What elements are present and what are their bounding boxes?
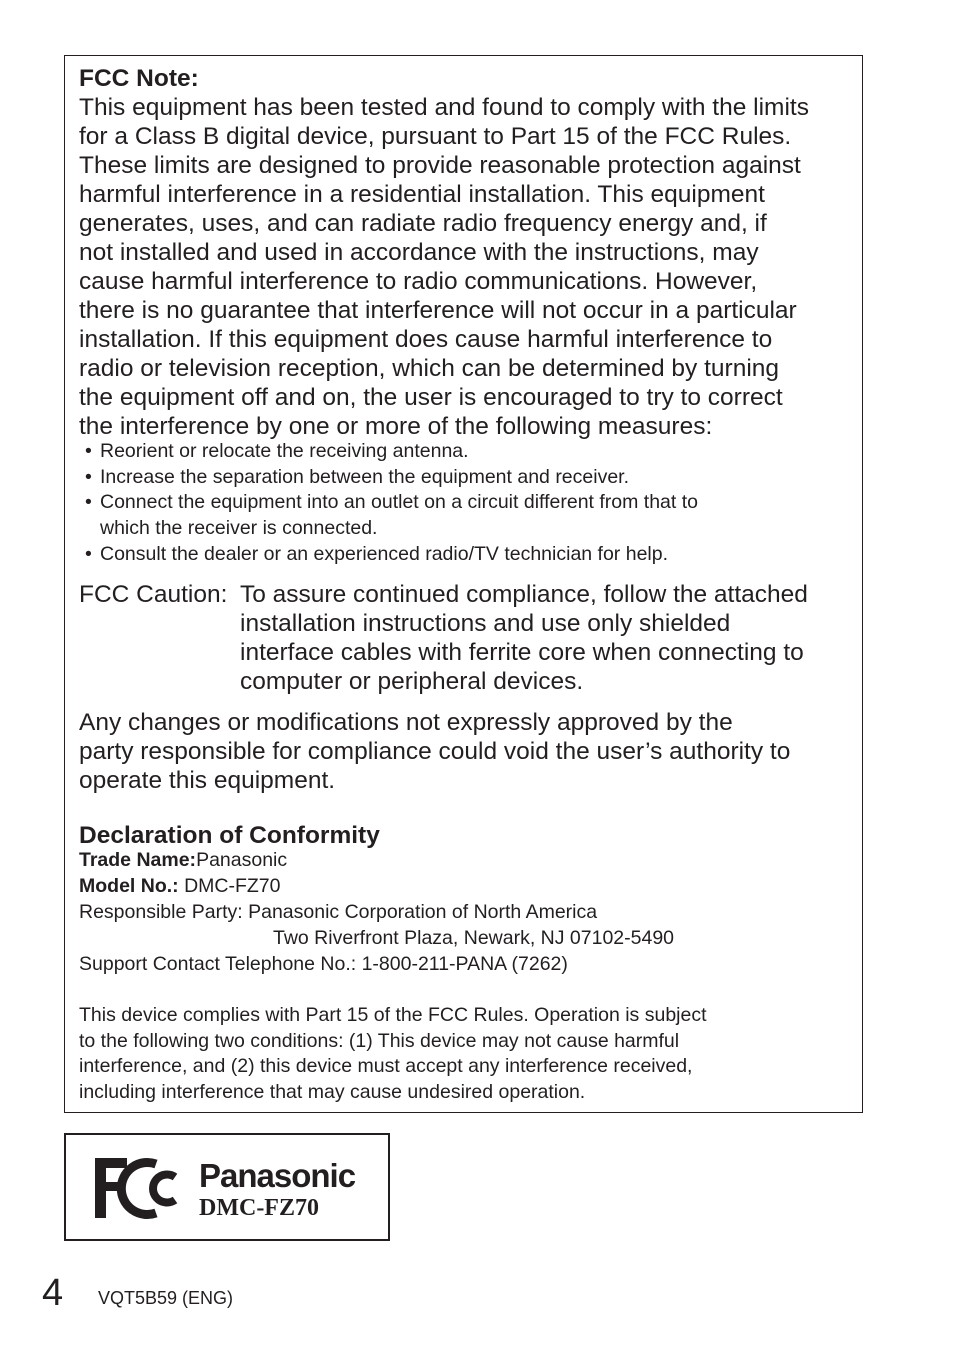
fcc-caution-line: installation instructions and use only shielded bbox=[240, 610, 731, 637]
compliance-line: to the following two conditions: (1) This device may not cause harmful bbox=[79, 1029, 680, 1052]
measure-text: Connect the equipment into an outlet on a circuit different from that to bbox=[100, 491, 698, 514]
model-value: DMC-FZ70 bbox=[184, 875, 281, 897]
fcc-note-line: This equipment has been tested and found to comply with the limits bbox=[79, 94, 809, 121]
list-item bbox=[85, 542, 845, 568]
fcc-note-body bbox=[79, 93, 809, 441]
model-label: Model No.: bbox=[79, 875, 179, 897]
fcc-caution-line: interface cables with ferrite core when connecting to bbox=[240, 639, 804, 666]
page-number: 4 bbox=[42, 1272, 64, 1314]
fcc-caution-line: To assure continued compliance, follow the attached bbox=[240, 581, 808, 608]
bullet-icon: • bbox=[85, 440, 92, 462]
fcc-note-line: not installed and used in accordance with the instructions, may bbox=[79, 239, 759, 266]
panasonic-logo: Panasonic bbox=[199, 1157, 356, 1194]
compliance-line: interference, and (2) this device must accept any interference received, bbox=[79, 1055, 693, 1078]
list-item bbox=[85, 465, 845, 491]
fcc-note-line: cause harmful interference to radio communications. However, bbox=[79, 268, 758, 295]
fcc-caution-text bbox=[240, 580, 808, 696]
bullet-icon: • bbox=[85, 465, 92, 488]
declaration-heading: Declaration of Conformity bbox=[79, 822, 380, 849]
fcc-note-heading: FCC Note: bbox=[79, 65, 199, 92]
responsible-party-label: Responsible Party: bbox=[79, 901, 243, 923]
fcc-note-line: the equipment off and on, the user is encouraged to try to correct bbox=[79, 384, 783, 411]
fcc-note-line: harmful interference in a residential installation. This equipment bbox=[79, 181, 765, 208]
support-contact: Support Contact Telephone No.: 1-800-211-PANA (7262) bbox=[79, 953, 568, 975]
label-model: DMC-FZ70 bbox=[199, 1195, 319, 1221]
fcc-caution-label: FCC Caution: bbox=[79, 581, 228, 608]
modifications-line: operate this equipment. bbox=[79, 767, 336, 794]
measure-text: which the receiver is connected. bbox=[100, 517, 378, 540]
fcc-note-line: the interference by one or more of the following measures: bbox=[79, 413, 713, 440]
fcc-note-line: installation. If this equipment does cause harmful interference to bbox=[79, 326, 773, 353]
compliance-line: including interference that may cause undesired operation. bbox=[79, 1081, 586, 1104]
responsible-party-line1: Panasonic Corporation of North America bbox=[248, 901, 598, 923]
list-item bbox=[85, 490, 845, 541]
trade-name-row bbox=[79, 848, 287, 874]
trade-name-label: Trade Name: bbox=[79, 849, 197, 871]
fcc-note-line: radio or television reception, which can be determined by turning bbox=[79, 355, 780, 382]
measure-text: Reorient or relocate the receiving antenna. bbox=[100, 440, 469, 462]
compliance-statement bbox=[79, 1003, 707, 1106]
fcc-note-line: for a Class B digital device, pursuant to Part 15 of the FCC Rules. bbox=[79, 123, 792, 150]
measure-text: Increase the separation between the equipment and receiver. bbox=[100, 465, 630, 488]
measure-text: Consult the dealer or an experienced radio/TV technician for help. bbox=[100, 542, 669, 565]
list-item bbox=[85, 439, 845, 465]
fcc-logo-label bbox=[64, 1133, 390, 1241]
modifications-line: party responsible for compliance could void the user’s authority to bbox=[79, 738, 791, 765]
document-code: VQT5B59 (ENG) bbox=[98, 1288, 234, 1308]
fcc-caution-line: computer or peripheral devices. bbox=[240, 668, 584, 695]
bullet-icon: • bbox=[85, 491, 92, 514]
fcc-note-line: generates, uses, and can radiate radio frequency energy and, if bbox=[79, 210, 767, 237]
fcc-logo-icon bbox=[93, 1155, 185, 1221]
responsible-party-row bbox=[79, 900, 597, 926]
responsible-party-line2: Two Riverfront Plaza, Newark, NJ 07102-5490 bbox=[273, 927, 675, 949]
model-row bbox=[79, 874, 281, 900]
bullet-icon: • bbox=[85, 542, 92, 565]
compliance-line: This device complies with Part 15 of the FCC Rules. Operation is subject bbox=[79, 1004, 707, 1026]
fcc-note-line: These limits are designed to provide reasonable protection against bbox=[79, 152, 801, 179]
measures-list bbox=[85, 439, 845, 568]
fcc-note-line: there is no guarantee that interference will not occur in a particular bbox=[79, 297, 797, 324]
trade-name-value: Panasonic bbox=[196, 849, 288, 871]
modifications-paragraph bbox=[79, 708, 790, 795]
modifications-line: Any changes or modifications not expressly approved by the bbox=[79, 709, 733, 736]
